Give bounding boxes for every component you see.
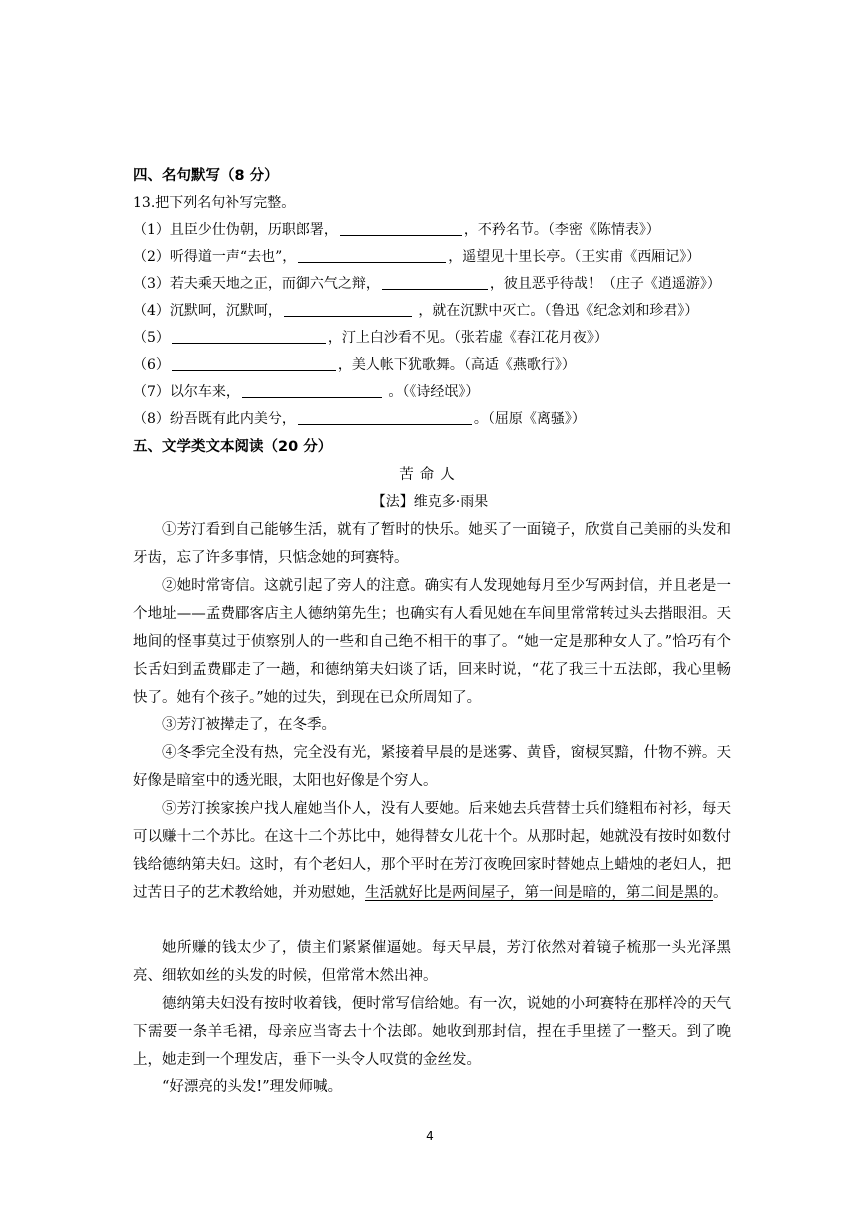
paragraph-5-text: ⑤芳汀挨家挨户找人雇她当仆人，没有人要她。后来她去兵营替士兵们缝粗布衬衫，每天可以赚十二个苏比。在这十二个苏比中，她得替女儿花十个。从那时起，她就没有按时如数付钱给德纳第夫妇。这时，有个老妇人，那个平时在芳汀夜晚回家时替她点上蜡烛的老妇人，把过苦日子的艺术教给她，并劝慰她，: [133, 801, 731, 901]
fill-item-text: ，就在沉默中灭亡。（鲁迅《纪念刘和珍君》）: [413, 303, 699, 319]
paragraph-1: ①芳汀看到自己能够生活，就有了暂时的快乐。她买了一面镜子，欣赏自己美丽的头发和牙齿，忘了许多事情，只惦念她的珂赛特。: [133, 522, 731, 566]
fill-item-text: （7）以尔车来，: [133, 384, 240, 400]
fill-item-2: [133, 247, 700, 267]
fill-item-text: ，不矜名节。（李密《陈情表》）: [463, 222, 660, 238]
fill-item-text: （2）听得道一声“去也”，: [133, 249, 297, 265]
answer-blank[interactable]: [298, 248, 446, 263]
paragraph-8: “好漂亮的头发!”理发师喊。: [162, 1079, 343, 1095]
answer-blank[interactable]: [172, 356, 336, 371]
fill-item-8: [133, 409, 586, 429]
paragraph-3: ③芳汀被撵走了，在冬季。: [162, 717, 336, 733]
fill-item-1: [133, 220, 660, 240]
story-title: 苦命人: [399, 467, 461, 483]
fill-item-6: [133, 355, 576, 375]
answer-blank[interactable]: [242, 383, 382, 398]
fill-item-4: [133, 301, 698, 321]
fill-item-7: [133, 382, 479, 402]
fill-item-text: 。（屈原《离骚》）: [473, 411, 586, 427]
answer-blank[interactable]: [284, 302, 412, 317]
fill-item-text: （8）纷吾既有此内美兮，: [133, 411, 296, 427]
paragraph-6: 她所赚的钱太少了，债主们紧紧催逼她。每天早晨，芳汀依然对着镜子梳那一头光泽黑亮、细软如丝的头发的时候，但常常木然出神。: [133, 940, 731, 984]
fill-item-text: （4）沉默呵，沉默呵，: [133, 303, 282, 319]
fill-item-text: ，美人帐下犹歌舞。（高适《燕歌行》）: [337, 357, 576, 373]
section-heading-4: 四、名句默写（8 分）: [133, 168, 279, 184]
fill-item-text: （1）且臣少仕伪朝，历职郎署，: [133, 222, 338, 238]
fill-item-text: ，遥望见十里长亭。（王实甫《西厢记》）: [448, 249, 701, 265]
question-13-prompt: 13.把下列名句补写完整。: [133, 195, 296, 211]
answer-blank[interactable]: [298, 410, 472, 425]
fill-item-5: [133, 328, 608, 348]
paragraph-5: [133, 796, 731, 908]
answer-blank[interactable]: [340, 221, 462, 236]
fill-item-text: （3）若夫乘天地之正，而御六气之辩，: [133, 276, 380, 292]
paragraph-5-end: 。: [713, 884, 728, 901]
answer-blank[interactable]: [172, 329, 326, 344]
fill-item-text: ，彼且恶乎待哉！（庄子《逍遥游》）: [489, 276, 721, 292]
fill-item-text: 。（《诗经氓》）: [383, 384, 480, 400]
paragraph-4: ④冬季完全没有热，完全没有光，紧接着早晨的是迷雾、黄昏，窗棂冥黯，什物不辨。天好像是暗室中的透光眼，太阳也好像是个穷人。: [133, 745, 731, 789]
underlined-sentence: 生活就好比是两间屋子，第一间是暗的，第二间是黑的: [365, 884, 713, 901]
page-number: 4: [426, 1129, 434, 1143]
answer-blank[interactable]: [382, 275, 488, 290]
fill-item-3: [133, 274, 721, 294]
story-author: 【法】维克多·雨果: [371, 494, 489, 510]
paragraph-2: ②她时常寄信。这就引起了旁人的注意。确实有人发现她每月至少写两封信，并且老是一个地址——孟费郿客店主人德纳第先生；也确实有人看见她在车间里常常转过头去揩眼泪。天地间的怪事莫过于侦察别人的一些和自己绝不相干的事了。“她一定是那种女人了。”恰巧有个长舌妇到孟费郿走了一趟，和德纳第夫妇谈了话，回来时说，“花了我三十五法郎，我心里畅快了。她有个孩子。”她的过失，到现在已众所周知了。: [133, 578, 731, 706]
fill-item-text: （5）: [133, 330, 170, 346]
paragraph-7: 德纳第夫妇没有按时收着钱，便时常写信给她。有一次，说她的小珂赛特在那样冷的天气下需要一条羊毛裙，母亲应当寄去十个法郎。她收到那封信，捏在手里搓了一整天。到了晚上，她走到一个理发店，垂下一头令人叹赏的金丝发。: [133, 996, 731, 1068]
fill-item-text: （6）: [133, 357, 170, 373]
section-heading-5: 五、文学类文本阅读（20 分）: [133, 439, 333, 455]
fill-item-text: ，汀上白沙看不见。（张若虚《春江花月夜》）: [327, 330, 608, 346]
